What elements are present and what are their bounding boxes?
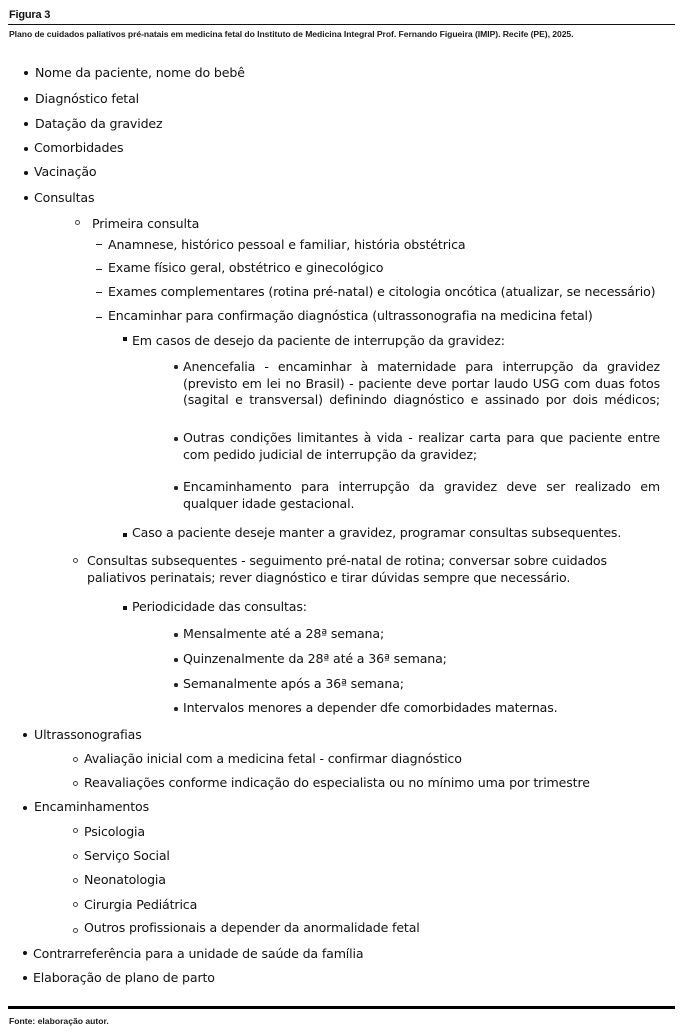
circle-bullet-icon [73, 902, 78, 907]
bullet-icon [23, 976, 27, 980]
list-item: Anamnese, histórico pessoal e familiar, história obstétrica [108, 237, 466, 252]
list-item: Exames complementares (rotina pré-natal) e citologia oncótica (atualizar, se necessário) [108, 284, 656, 299]
bullet-icon [174, 633, 178, 637]
paragraph-item [183, 359, 660, 409]
list-item: Exame físico geral, obstétrico e ginecológico [108, 260, 384, 275]
list-item: Encaminhar para confirmação diagnóstica (ultrassonografia na medicina fetal) [108, 308, 593, 323]
list-item: Vacinação [34, 164, 97, 179]
list-item: Avaliação inicial com a medicina fetal - confirmar diagnóstico [84, 751, 462, 766]
bullet-icon [24, 147, 28, 151]
top-rule [8, 24, 675, 25]
bullet-icon [174, 658, 178, 662]
square-bullet-icon [123, 606, 127, 610]
list-item: Caso a paciente deseje manter a gravidez, programar consultas subsequentes. [132, 525, 622, 540]
circle-bullet-icon [73, 928, 78, 933]
circle-bullet-icon [73, 757, 78, 762]
dash-bullet-icon [96, 292, 102, 293]
circle-bullet-icon [73, 828, 78, 833]
list-item: Comorbidades [34, 140, 124, 155]
list-item: Diagnóstico fetal [35, 91, 140, 106]
list-item: Cirurgia Pediátrica [84, 897, 198, 912]
paragraph-text: Anencefalia - encaminhar à maternidade para interrupção da gravidez (previsto em lei no Brasil) - paciente deve portar laudo USG com duas fotos (sagital e transversal) definindo diagnóstico e assinado por dois médicos; [183, 359, 660, 407]
square-bullet-icon [123, 337, 127, 341]
list-item: Datação da gravidez [35, 116, 163, 131]
list-item: Mensalmente até a 28ª semana; [183, 626, 385, 641]
list-item: Quinzenalmente da 28ª até a 36ª semana; [183, 651, 447, 666]
bullet-icon [24, 97, 28, 101]
bottom-rule [8, 1006, 675, 1009]
circle-bullet-icon [73, 781, 78, 786]
bullet-icon [23, 806, 27, 810]
list-item: Reavaliações conforme indicação do especialista ou no mínimo uma por trimestre [84, 775, 590, 790]
list-item: Outros profissionais a depender da anormalidade fetal [84, 920, 420, 935]
list-item: Nome da paciente, nome do bebê [35, 65, 245, 80]
circle-bullet-icon [73, 558, 78, 563]
circle-bullet-icon [75, 220, 80, 225]
list-item: Periodicidade das consultas: [132, 599, 307, 614]
bullet-icon [23, 733, 27, 737]
bullet-icon [174, 365, 178, 369]
circle-bullet-icon [73, 878, 78, 883]
list-item: Ultrassonografias [34, 727, 142, 742]
list-item: Contrarreferência para a unidade de saúde da família [33, 946, 364, 961]
source-note: Fonte: elaboração autor. [9, 1016, 109, 1026]
paragraph-item [87, 553, 667, 586]
paragraph-item [183, 430, 660, 463]
circle-bullet-icon [73, 854, 78, 859]
list-item: Neonatologia [84, 872, 166, 887]
bullet-icon [174, 683, 178, 687]
paragraph-item [183, 479, 660, 512]
list-item: Elaboração de plano de parto [33, 970, 215, 985]
list-item: Encaminhamentos [34, 799, 149, 814]
bullet-icon [174, 437, 178, 441]
dash-bullet-icon [96, 244, 102, 245]
bullet-icon [174, 707, 178, 711]
list-item: Consultas [34, 190, 95, 205]
list-item: Psicologia [84, 824, 145, 839]
paragraph-text: Outras condições limitantes à vida - realizar carta para que paciente entre com pedido judicial de interrupção da gravidez; [183, 430, 660, 462]
bullet-icon [174, 486, 178, 490]
bullet-icon [23, 951, 27, 955]
square-bullet-icon [123, 533, 127, 537]
dash-bullet-icon [96, 269, 102, 270]
list-item: Em casos de desejo da paciente de interrupção da gravidez: [132, 333, 505, 348]
list-item: Intervalos menores a depender dfe comorbidades maternas. [183, 700, 558, 715]
figure-label: Figura 3 [9, 9, 51, 21]
bullet-icon [24, 196, 28, 200]
paragraph-text: Consultas subsequentes - seguimento pré-natal de rotina; conversar sobre cuidados paliativos perinatais; rever diagnóstico e tirar dúvidas sempre que necessário. [87, 553, 607, 585]
paragraph-text: Encaminhamento para interrupção da gravidez deve ser realizado em qualquer idade gestacional. [183, 479, 660, 511]
bullet-icon [24, 71, 28, 75]
list-item: Primeira consulta [92, 216, 200, 231]
list-item: Serviço Social [84, 848, 170, 863]
figure-caption: Plano de cuidados paliativos pré-natais em medicina fetal do Instituto de Medicina Integral Prof. Fernando Figueira (IMIP). Recife (PE), 2025. [9, 29, 574, 39]
dash-bullet-icon [96, 317, 102, 318]
list-item: Semanalmente após a 36ª semana; [183, 676, 404, 691]
bullet-icon [24, 171, 28, 175]
bullet-icon [24, 122, 28, 126]
